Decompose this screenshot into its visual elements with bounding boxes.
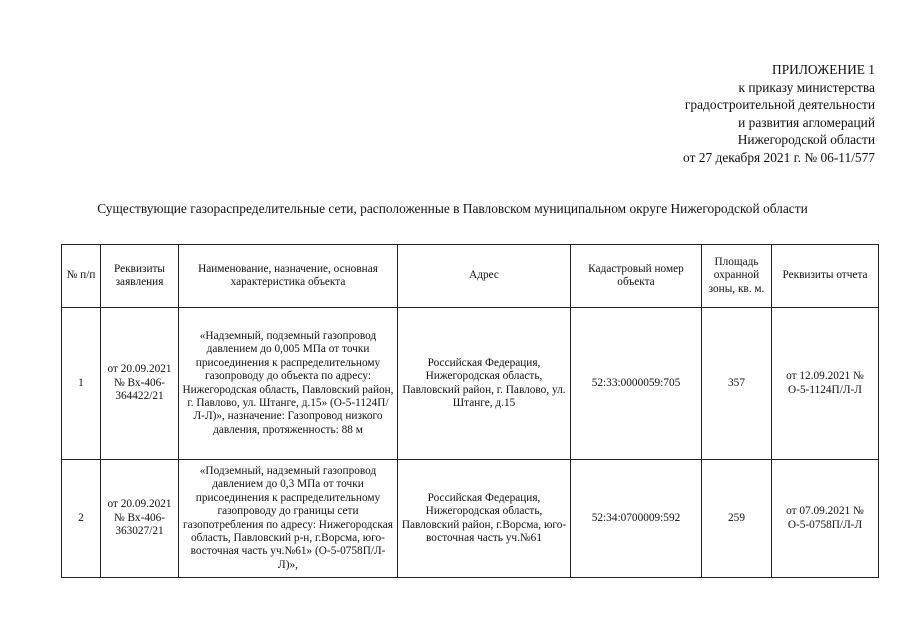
appendix-line: от 27 декабря 2021 г. № 06-11/577 [683, 149, 875, 165]
cell-cadastral: 52:34:0700009:592 [571, 460, 702, 578]
cell-address: Российская Федерация, Нижегородская область, Павловский район, г.Ворсма, юго-восточная часть уч.№61 [398, 460, 571, 578]
appendix-line: ПРИЛОЖЕНИЕ 1 [772, 62, 875, 77]
header-cell-cadastral: Кадастровый номер объекта [571, 245, 702, 308]
cell-address: Российская Федерация, Нижегородская область, Павловский район, г. Павлово, ул. Штанге, д.15 [398, 308, 571, 460]
header-cell-application: Реквизиты заявления [101, 245, 179, 308]
gas-networks-table [61, 244, 879, 578]
header-cell-area: Площадь охранной зоны, кв. м. [702, 245, 772, 308]
cell-report: от 07.09.2021 № О-5-0758П/Л-Л [772, 460, 879, 578]
header-cell-description: Наименование, назначение, основная характеристика объекта [179, 245, 398, 308]
document-title: Существующие газораспределительные сети, расположенные в Павловском муниципальном округе Нижегородской области [97, 201, 808, 216]
cell-description: «Надземный, подземный газопровод давлением до 0,005 МПа от точки присоединения к распределительному газопроводу до объекта по адресу: Нижегородская область, Павловский район, г. Павлово, ул. Штанге, д.15» (О-5-1124П/Л-Л)», назначение: Газопровод низкого давления, протяженность: 88 м [179, 308, 398, 460]
cell-number: 1 [62, 308, 101, 460]
cell-description: «Подземный, надземный газопровод давлением до 0,3 МПа от точки присоединения к распределительному газопроводу до границы сети газопотребления по адресу: Нижегородская область, Павловский р-н, г.Ворсма, юго-восточная часть уч.№61» (О-5-0758П/Л-Л)», [179, 460, 398, 578]
cell-area: 259 [702, 460, 772, 578]
cell-report: от 12.09.2021 № О-5-1124П/Л-Л [772, 308, 879, 460]
appendix-line: градостроительной деятельности [684, 97, 875, 113]
table-row [62, 460, 879, 578]
cell-cadastral: 52:33:0000059:705 [571, 308, 702, 460]
appendix-line: и развития агломераций [738, 114, 875, 130]
cell-application: от 20.09.2021 № Вх-406-364422/21 [101, 308, 179, 460]
header-cell-report: Реквизиты отчета [772, 245, 879, 308]
appendix-header [683, 61, 875, 167]
header-cell-number: № п/п [62, 245, 101, 308]
cell-area: 357 [702, 308, 772, 460]
appendix-line: Нижегородской области [737, 132, 875, 148]
table-header-row [62, 245, 879, 308]
table-row [62, 308, 879, 460]
cell-application: от 20.09.2021 № Вх-406-363027/21 [101, 460, 179, 578]
cell-number: 2 [62, 460, 101, 578]
appendix-line: к приказу министерства [738, 79, 875, 95]
header-cell-address: Адрес [398, 245, 571, 308]
